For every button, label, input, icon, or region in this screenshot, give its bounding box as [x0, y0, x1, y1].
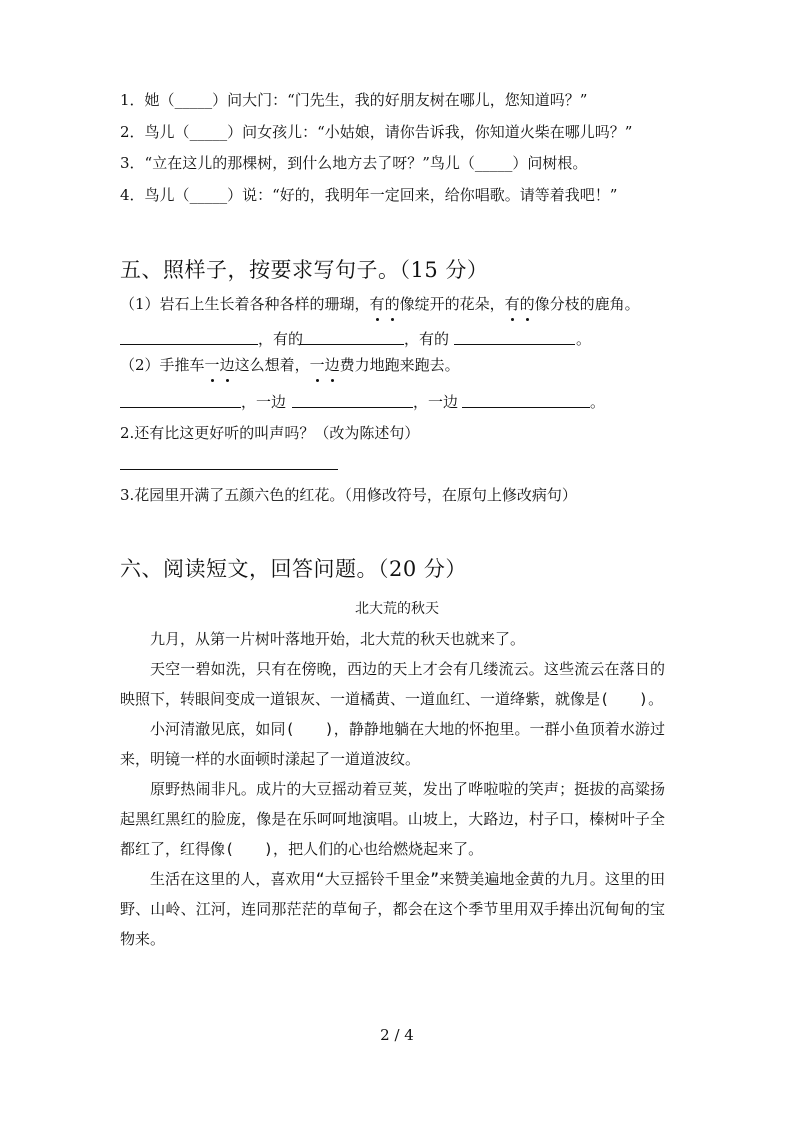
fill-label: ，有的	[258, 330, 304, 348]
fill-label: 。	[590, 393, 606, 411]
item-text: 鸟儿（	[144, 123, 190, 141]
section-5-heading: 五、照样子，按要求写句子。（15 分）	[120, 258, 489, 282]
s5-example-1	[120, 293, 640, 314]
item-number: 2．	[120, 123, 145, 141]
answer-line[interactable]	[120, 407, 241, 408]
item-text: “立在这儿的那棵树，到什么地方去了呀？”鸟儿（	[144, 154, 475, 172]
q4-item-2	[120, 121, 632, 142]
q4-item-4	[120, 184, 617, 205]
s5-example-2	[120, 354, 460, 375]
emphasis-char: 一	[309, 356, 325, 374]
s5-question-2: 2.还有比这更好听的叫声吗？（改为陈述句）	[120, 424, 420, 442]
example-text: （2）手推车	[120, 356, 205, 374]
answer-line[interactable]	[292, 407, 413, 408]
example-text: 费力地跑来跑去。	[339, 356, 460, 374]
item-number: 4．	[120, 186, 145, 204]
emphasis-char: 的	[519, 295, 535, 313]
s5-question-3: 3.花园里开满了五颜六色的红花。（用修改符号，在原句上修改病句）	[120, 486, 577, 504]
item-text: 她（	[144, 91, 175, 109]
emphasis-char: 一	[204, 356, 220, 374]
answer-blank[interactable]: _____	[474, 154, 513, 172]
passage-title: 北大荒的秋天	[355, 601, 439, 617]
emphasis-char: 有	[369, 295, 385, 313]
item-number: 3．	[120, 154, 145, 172]
item-text: ）问大门：“门先生，我的好朋友树在哪儿，您知道吗？”	[212, 91, 588, 109]
answer-line[interactable]	[454, 344, 575, 345]
example-text: 像分枝的鹿角。	[534, 295, 640, 313]
answer-line[interactable]	[462, 407, 590, 408]
reading-passage	[120, 624, 665, 954]
passage-paragraph: 原野热闹非凡。成片的大豆摇动着豆荚，发出了哗啦啦的笑声；挺拔的高粱扬起黑红黑红的脸庞，像是在乐呵呵地演唱。山坡上，大路边，村子口，榛树叶子全都红了，红得像( )，把人们的心也给燃烧起来了。	[120, 780, 665, 858]
answer-line[interactable]	[300, 344, 404, 345]
item-number: 1．	[120, 91, 145, 109]
fill-label: 。	[576, 330, 592, 348]
example-text: （1）岩石上生长着各种各样的珊瑚，	[120, 295, 370, 313]
answer-line[interactable]	[120, 344, 258, 345]
answer-blank[interactable]: _____	[189, 123, 228, 141]
section-6-heading: 六、阅读短文，回答问题。（20 分）	[120, 557, 467, 581]
example-text: 这么想着，	[234, 356, 310, 374]
fill-label: ，有的	[404, 330, 450, 348]
item-text: ）问树根。	[512, 154, 588, 172]
passage-paragraph: 生活在这里的人，喜欢用“大豆摇铃千里金”来赞美遍地金黄的九月。这里的田野、山岭、江河，连同那茫茫的草甸子，都会在这个季节里用双手捧出沉甸甸的宝物来。	[120, 870, 665, 948]
item-text: ）说：“好的，我明年一定回来，给你唱歌。请等着我吧！”	[227, 186, 618, 204]
fill-label: ，一边	[241, 393, 287, 411]
passage-paragraph: 天空一碧如洗，只有在傍晚，西边的天上才会有几缕流云。这些流云在落日的映照下，转眼间变成一道银灰、一道橘黄、一道血红、一道绛紫，就像是( )。	[120, 660, 665, 708]
answer-blank[interactable]: _____	[174, 91, 213, 109]
item-text: 鸟儿（	[144, 186, 190, 204]
item-text: ）问女孩儿：“小姑娘，请你告诉我，你知道火柴在哪儿吗？”	[227, 123, 633, 141]
answer-blank[interactable]: _____	[189, 186, 228, 204]
fill-label: ，一边	[413, 393, 459, 411]
example-text: 像绽开的花朵，	[399, 295, 505, 313]
passage-paragraph: 小河清澈见底，如同( )，静静地躺在大地的怀抱里。一群小鱼顶着水游过来，明镜一样的水面顿时漾起了一道道波纹。	[120, 720, 665, 768]
emphasis-char: 的	[384, 295, 400, 313]
emphasis-char: 边	[219, 356, 235, 374]
answer-line[interactable]	[120, 469, 338, 470]
emphasis-char: 有	[504, 295, 520, 313]
page-number: 2 / 4	[380, 1026, 414, 1044]
q4-item-1	[120, 89, 587, 110]
passage-paragraph: 九月，从第一片树叶落地开始，北大荒的秋天也就来了。	[150, 630, 526, 648]
emphasis-char: 边	[324, 356, 340, 374]
q4-item-3	[120, 152, 587, 173]
